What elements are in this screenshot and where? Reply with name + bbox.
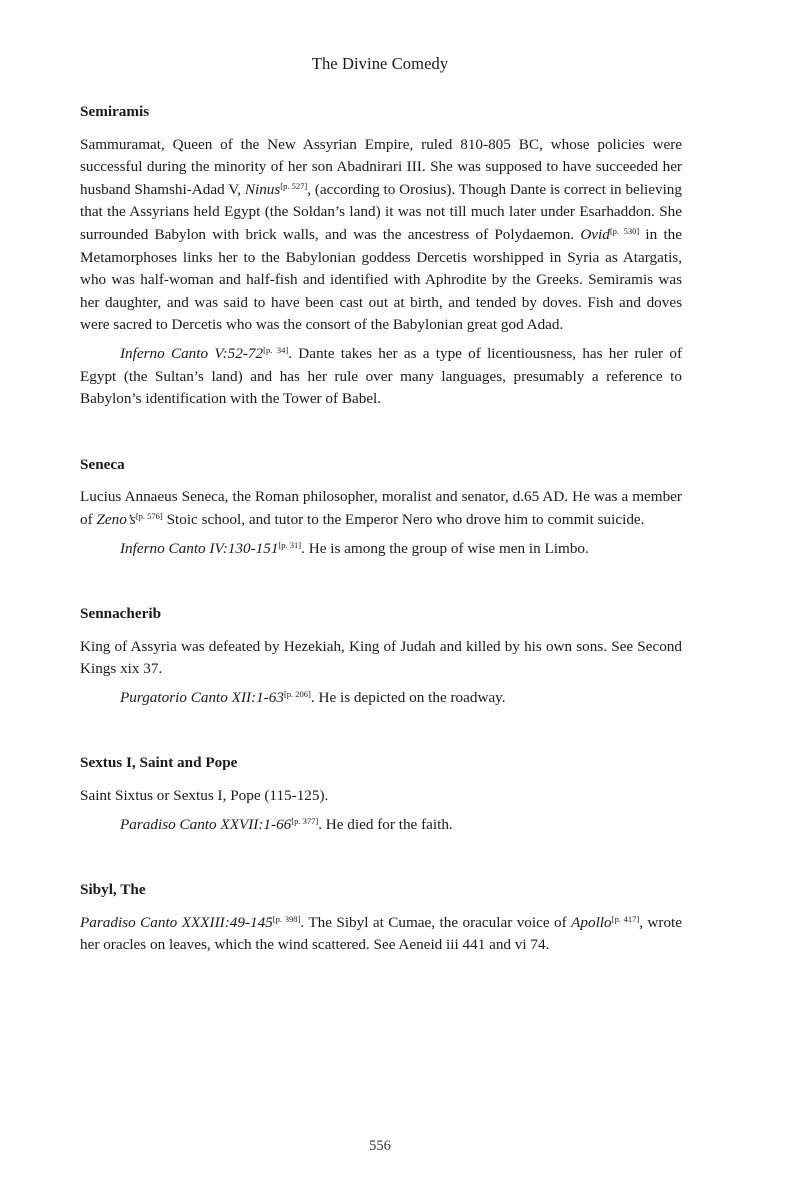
page-reference: [p. 527]	[280, 180, 308, 191]
canto-reference: Inferno Canto IV:130-151[p. 31]. He is among the group of wise men in Limbo.	[120, 539, 589, 557]
entry-title: Semiramis	[80, 103, 150, 120]
page-reference: [p. 530]	[609, 225, 640, 236]
entry-seneca	[80, 454, 682, 560]
page-reference: [p. 377]	[291, 815, 319, 826]
cross-reference-link[interactable]: Ninus	[244, 180, 281, 198]
running-header: The Divine Comedy	[311, 54, 449, 73]
cross-reference-link[interactable]: Zeno’s	[96, 510, 136, 528]
canto-link[interactable]: Paradiso Canto XXXIII:49-145	[80, 913, 273, 931]
page-reference: [p. 398]	[272, 913, 301, 924]
canto-link[interactable]: Inferno Canto IV:130-151	[120, 539, 279, 557]
canto-reference: Inferno Canto V:52-72[p. 34]. Dante takes her as a type of licentiousness, has her ruler of Egypt (the Sultan’s land) and has her rule over many languages, presumably a reference to Babylon’s identification with the Tower of Babel.	[80, 344, 683, 408]
glossary-content	[80, 101, 682, 963]
page-reference: [p. 31]	[278, 539, 302, 550]
canto-link[interactable]: Purgatorio Canto XII:1-63	[120, 688, 284, 706]
page-reference: [p. 34]	[263, 344, 289, 355]
entry-title: Sibyl, The	[80, 881, 146, 899]
entry-sennacherib	[80, 603, 682, 709]
canto-link[interactable]: Inferno Canto V:52-72	[120, 344, 264, 362]
entry-sibyl	[80, 879, 682, 957]
page-number: 556	[369, 1138, 391, 1154]
canto-link[interactable]: Paradiso Canto XXVII:1-66	[120, 815, 292, 833]
page-reference: [p. 417]	[611, 913, 640, 924]
entry-description: Paradiso Canto XXXIII:49-145[p. 398]. The Sibyl at Cumae, the oracular voice of Apollo[p. 417], wrote her oracles on leaves, which the wind scattered. See Aeneid iii 441 and vi 74.	[80, 913, 683, 954]
entry-description: Sammuramat, Queen of the New Assyrian Empire, ruled 810-805 BC, whose policies were successful during the minority of her son Abadnirari III. She was supposed to have succeeded her husband Shamshi-Adad V, Ninus[p. 527], (according to Orosius). Though Dante is correct in believing that the Assyrians held Egypt (the Soldan’s land) it was not till much later under Esarhaddon. She surrounded Babylon with brick walls, and was the ancestress of Polydaemon. Ovid[p. 530] in the Metamorphoses links her to the Babylonian goddess Dercetis worshipped in Syria as Atargatis, who was half-woman and half-fish and identified with Aphrodite by the Greeks. Semiramis was her daughter, and was said to have been cast out at birth, and tended by doves. Fish and doves were sacred to Dercetis who was the consort of the Babylonian great god Adad.	[80, 135, 682, 334]
cross-reference-link[interactable]: Apollo	[571, 913, 612, 931]
cross-reference-link[interactable]: Ovid	[580, 225, 610, 243]
entry-semiramis	[80, 101, 682, 411]
entry-description: King of Assyria was defeated by Hezekiah, King of Judah and killed by his own sons. See Second Kings xix 37.	[80, 637, 682, 678]
page-reference: [p. 206]	[283, 688, 311, 699]
entry-title: Sennacherib	[80, 605, 162, 623]
entry-description: Saint Sixtus or Sextus I, Pope (115-125).	[80, 787, 329, 805]
canto-reference: Purgatorio Canto XII:1-63[p. 206]. He is depicted on the roadway.	[120, 688, 506, 706]
canto-reference: Paradiso Canto XXVII:1-66[p. 377]. He died for the faith.	[120, 815, 453, 833]
entry-title: Seneca	[80, 455, 125, 473]
entry-description: Lucius Annaeus Seneca, the Roman philosopher, moralist and senator, d.65 AD. He was a member of Zeno’s[p. 576] Stoic school, and tutor to the Emperor Nero who drove him to commit suicide.	[80, 488, 682, 528]
entry-sextus-i	[80, 752, 682, 836]
page-reference: [p. 576]	[135, 510, 163, 521]
entry-title: Sextus I, Saint and Pope	[80, 754, 238, 772]
